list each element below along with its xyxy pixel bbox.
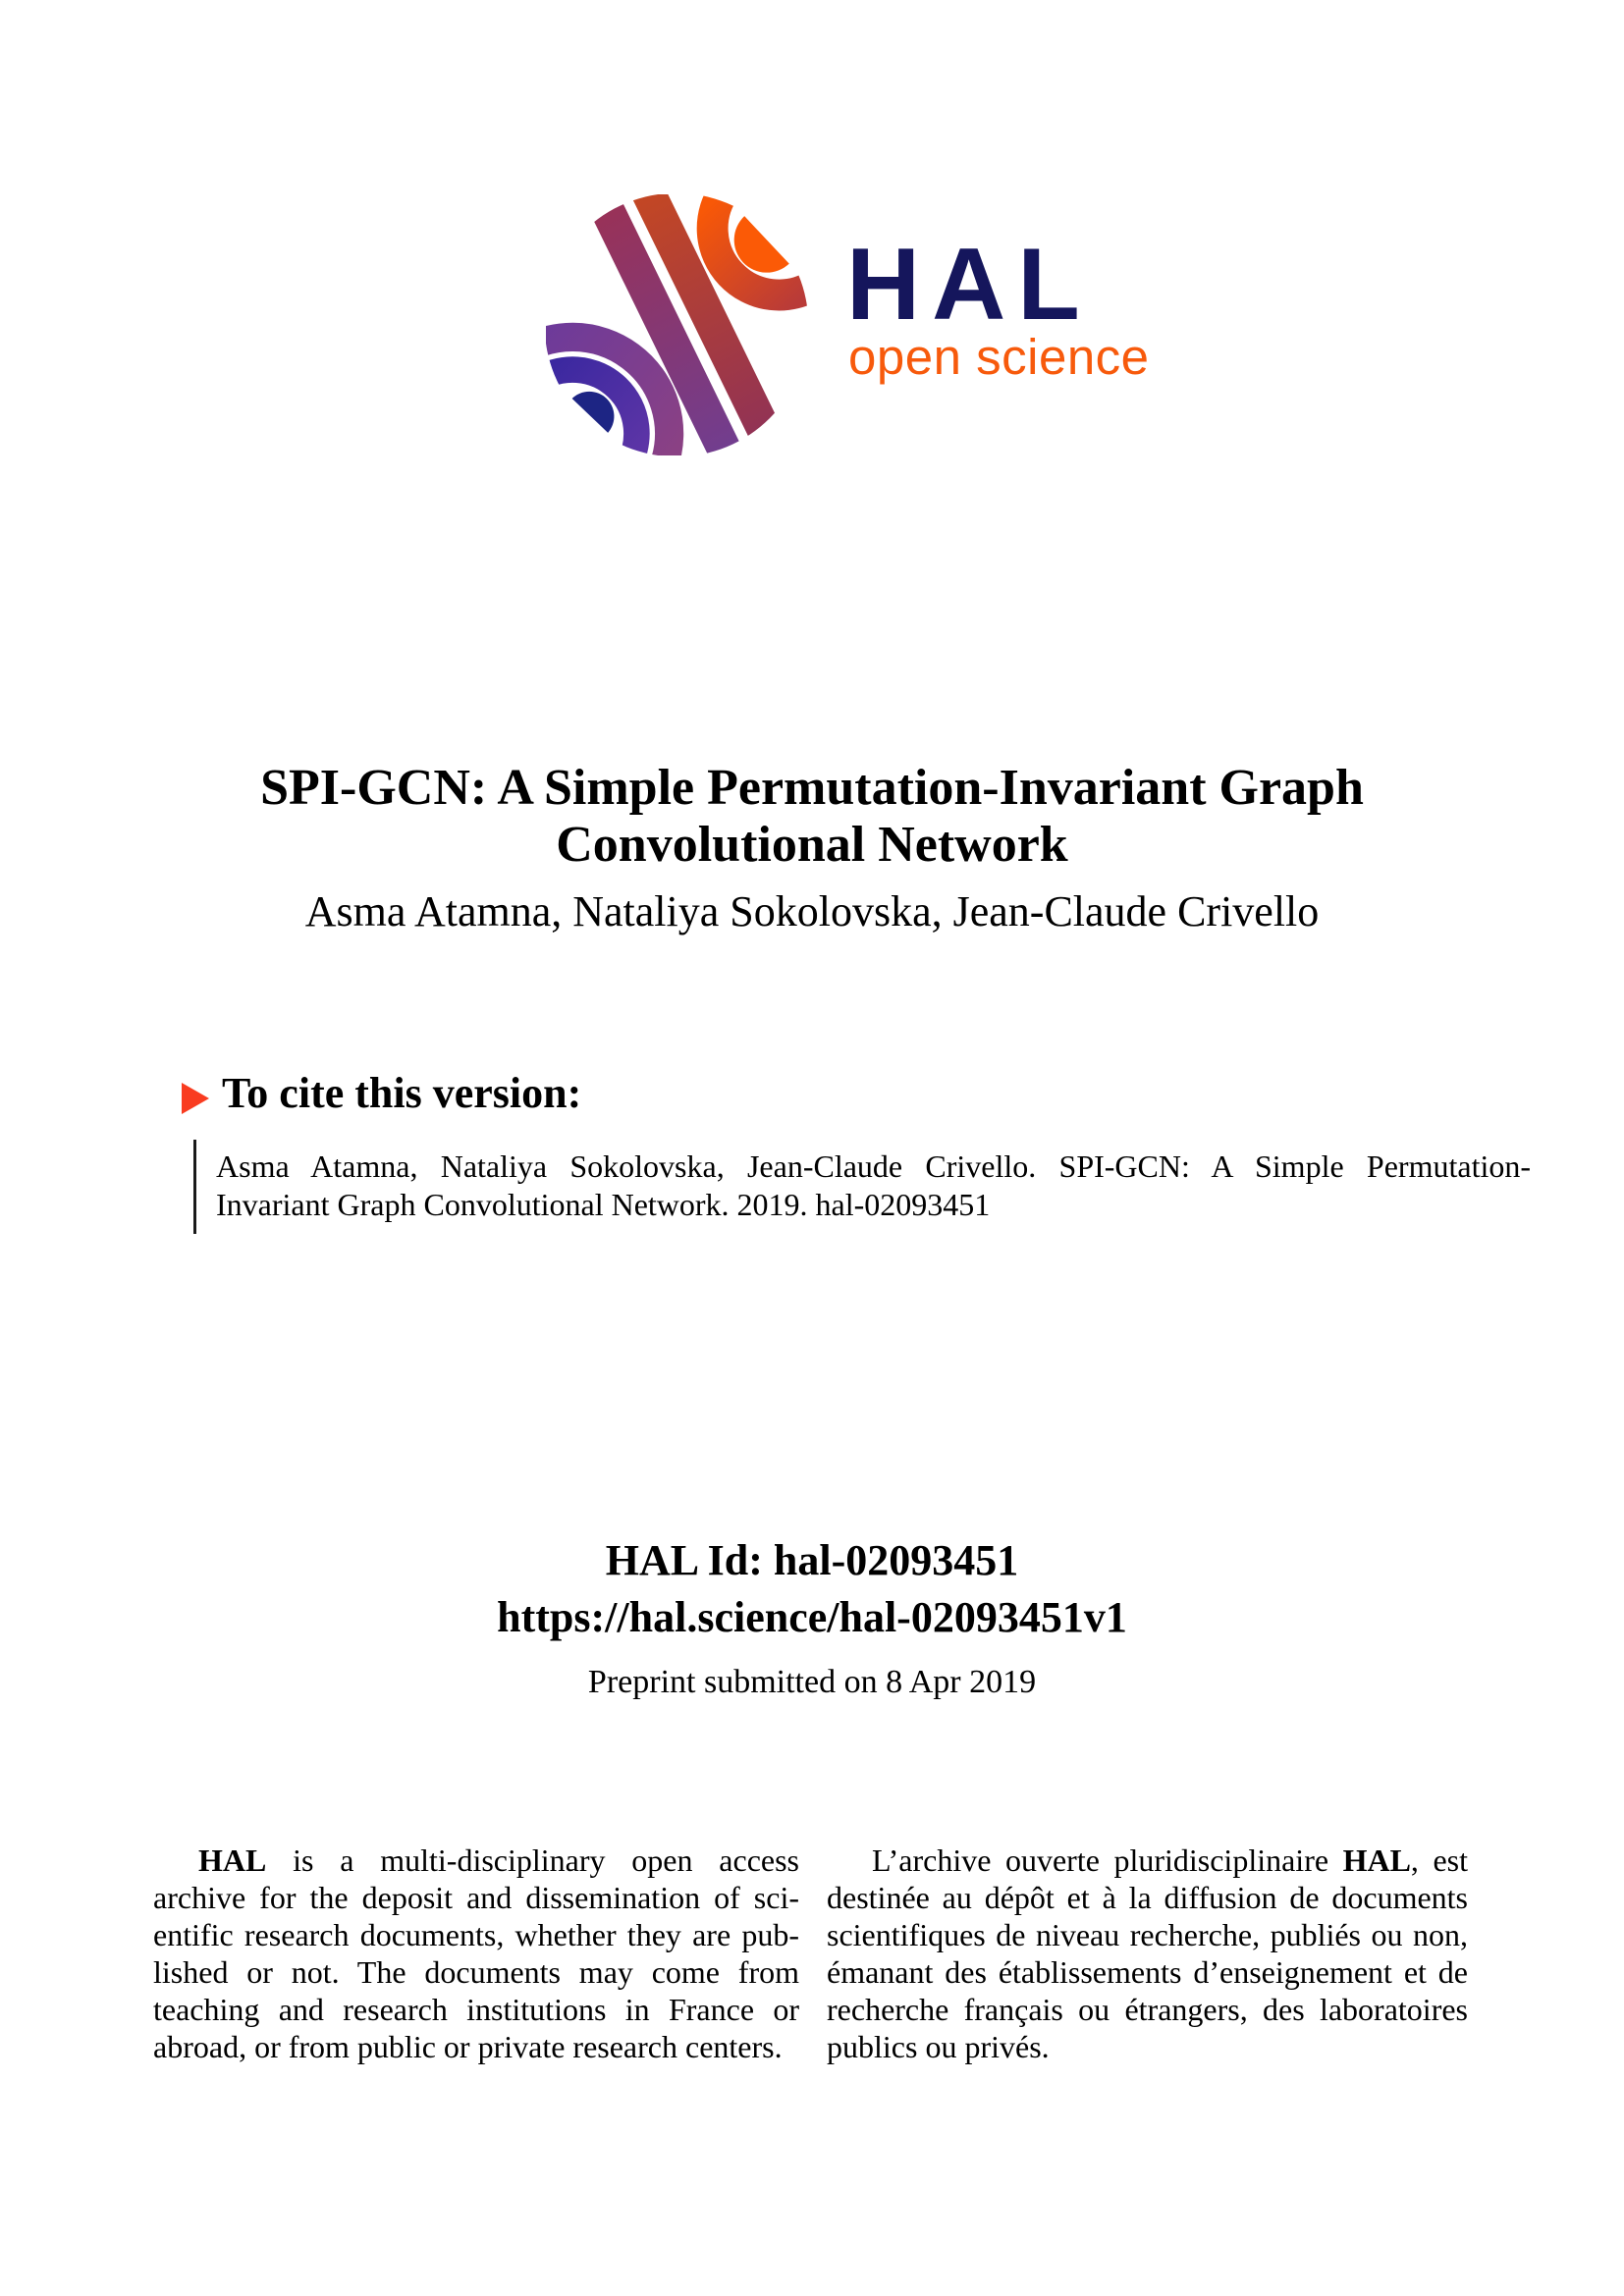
footer-line: teaching and research institutions in France or (153, 1992, 799, 2027)
cite-heading: To cite this version: (222, 1069, 582, 1117)
footer-line: émanant des établissements d’enseignement et de (827, 1954, 1468, 1990)
footer-line: abroad, or from public or private research centers. (153, 2029, 783, 2064)
footer-line: scientifiques de niveau recherche, publiés ou non, (827, 1917, 1468, 1952)
hal-url-link[interactable]: https://hal.science/hal-02093451v1 (497, 1593, 1127, 1641)
paper-title-line: SPI-GCN: A Simple Permutation-Invariant Graph (260, 760, 1364, 816)
paper-title-line: Convolutional Network (556, 817, 1068, 873)
footer-column-english (153, 1842, 799, 2065)
hal-id-line: HAL Id: hal-02093451 (605, 1536, 1019, 1584)
citation-block (193, 1140, 1531, 1234)
paper-title (0, 760, 1624, 874)
footer-line: L’archive ouverte pluridisciplinaire HAL, est (872, 1842, 1468, 1878)
footer-line: recherche français ou étrangers, des laboratoires (827, 1992, 1468, 2027)
footer-line: archive for the deposit and dissemination of sci- (153, 1880, 799, 1915)
citation-line: Asma Atamna, Nataliya Sokolovska, Jean-Claude Crivello. SPI-GCN: A Simple Permutation- (216, 1148, 1531, 1184)
hal-id-block (0, 1532, 1624, 1646)
citation-line: Invariant Graph Convolutional Network. 2019. hal-02093451 (216, 1187, 991, 1222)
footer-line: destinée au dépôt et à la diffusion de documents (827, 1880, 1468, 1915)
hal-logo-icon (546, 194, 807, 455)
authors-line: Asma Atamna, Nataliya Sokolovska, Jean-Claude Crivello (304, 887, 1320, 935)
submitted-line: Preprint submitted on 8 Apr 2019 (587, 1664, 1037, 1700)
triangle-bullet-icon (182, 1083, 209, 1114)
footer-line: lished or not. The documents may come from (153, 1954, 799, 1990)
footer-line: entific research documents, whether they are pub- (153, 1917, 799, 1952)
footer-column-french (827, 1842, 1468, 2065)
footer-line: publics ou privés. (827, 2029, 1050, 2064)
hal-wordmark: HAL (846, 228, 1092, 342)
hal-tagline: open science (848, 329, 1150, 385)
footer-line: HAL is a multi-disciplinary open access (198, 1842, 799, 1878)
